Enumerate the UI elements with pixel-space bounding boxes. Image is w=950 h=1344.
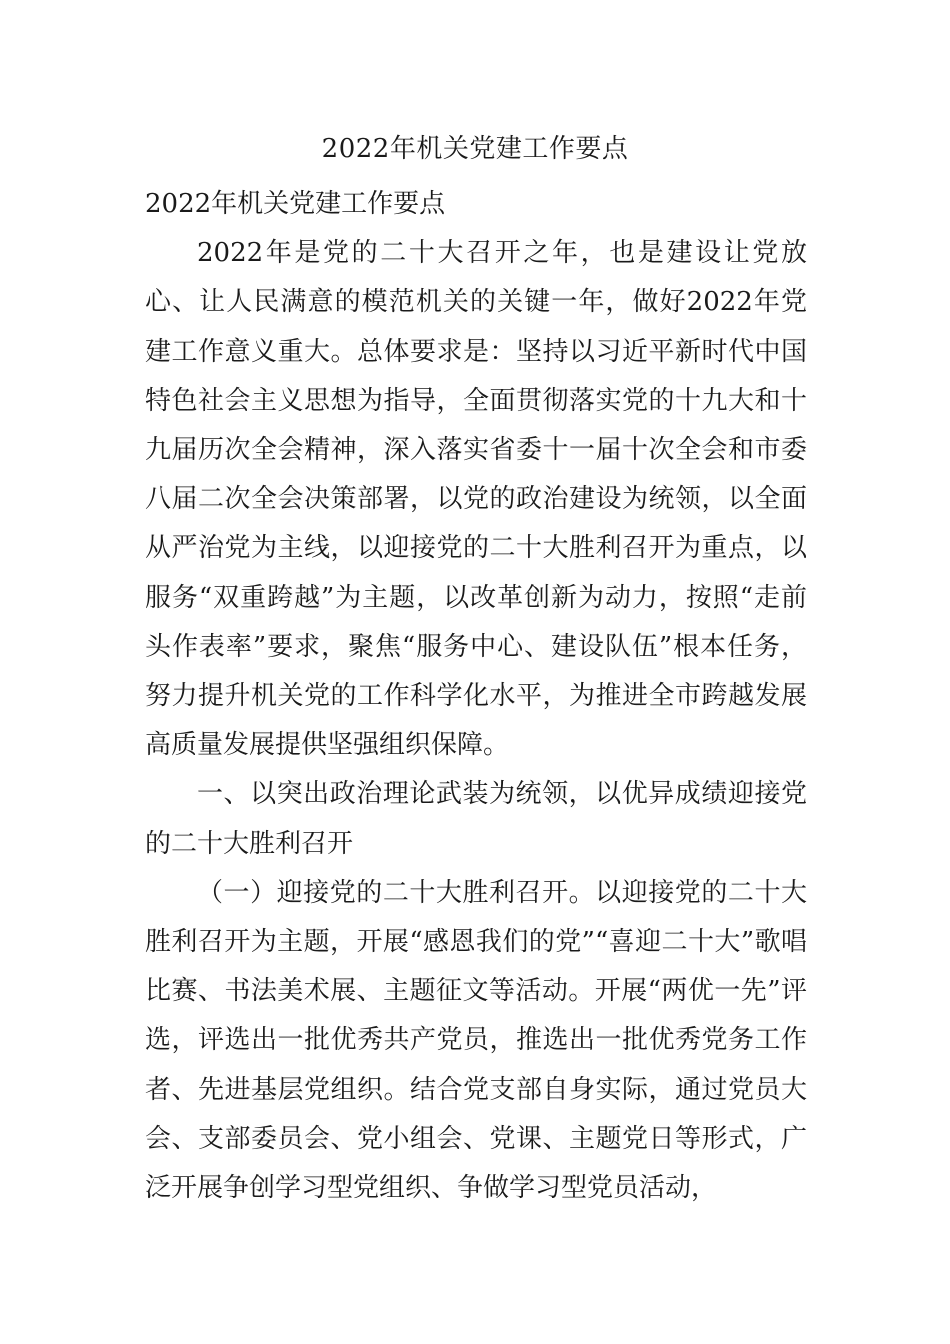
document-title: 2022年机关党建工作要点 xyxy=(321,134,629,164)
section-heading-1: 一、以突出政治理论武装为统领，以优异成绩迎接党的二十大胜利召开 xyxy=(145,779,807,859)
document-subtitle: 2022年机关党建工作要点 xyxy=(145,189,446,219)
paragraph-overview: 2022年是党的二十大召开之年，也是建设让党放心、让人民满意的模范机关的关键一年，做好2022年党建工作意义重大。总体要求是：坚持以习近平新时代中国特色社会主义思想为指导，全面贯彻落实党的十九大和十九届历次全会精神，深入落实省委十一届十次全会和市委八届二次全会决策部署，以党的政治建设为统领，以全面从严治党为主线，以迎接党的二十大胜利召开为重点，以服务“双重跨越”为主题，以改革创新为动力，按照“走前头作表率”要求，聚焦“服务中心、建设队伍”根本任务，努力提升机关党的工作科学化水平，为推进全市跨越发展高质量发展提供坚强组织保障。 xyxy=(145,238,807,761)
document-body xyxy=(145,180,807,1213)
paragraph-subsection-1: （一）迎接党的二十大胜利召开。以迎接党的二十大胜利召开为主题，开展“感恩我们的党”“喜迎二十大”歌唱比赛、书法美术展、主题征文等活动。开展“两优一先”评选，评选出一批优秀共产党员，推选出一批优秀党务工作者、先进基层党组织。结合党支部自身实际，通过党员大会、支部委员会、党小组会、党课、主题党日等形式，广泛开展争创学习型党组织、争做学习型党员活动， xyxy=(145,877,807,1204)
